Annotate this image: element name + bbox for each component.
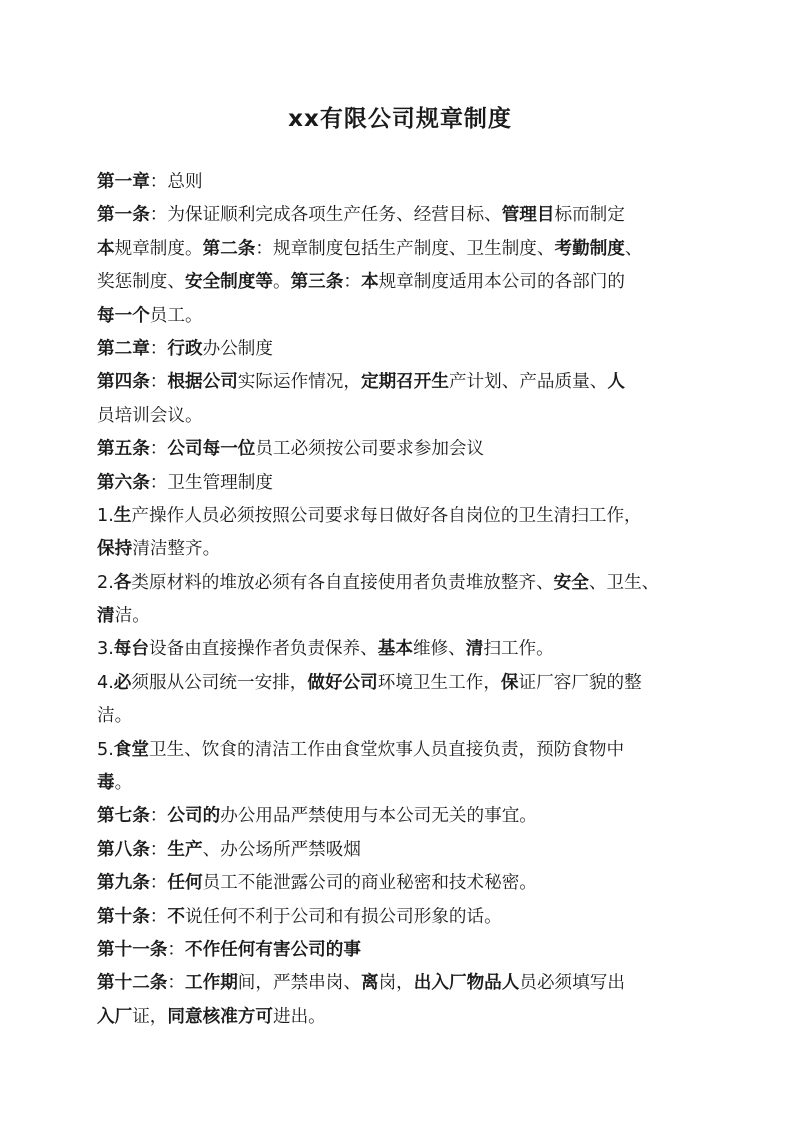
bold-text-run: 定期召开生 [360,372,449,393]
text-line [97,199,709,232]
text-run: 奖惩制度、 [97,272,185,293]
bold-text-run: 生 [113,505,132,526]
text-run: 产计划、产品质量、 [448,372,608,393]
text-line [97,533,709,566]
bold-text-run: 行政 [167,338,203,359]
text-run: 类原材料的堆放必须有各自直接使用者负责堆放整齐、 [131,572,554,593]
bold-text-run: 不作任何有害公司的事 [185,939,361,960]
bold-text-run: 清 [97,606,115,627]
text-run: 洁。 [97,706,133,727]
text-run: ： [167,973,185,994]
text-run: 规章制度。 [114,238,203,259]
text-run: ：总则 [149,172,203,192]
bold-text-run: 清 [465,639,484,660]
document-body [97,166,709,1034]
text-line [97,433,709,466]
bold-text-run: 第五条 [97,439,150,460]
bold-text-run: 考勤制度 [554,238,625,259]
text-line [97,734,709,767]
bold-text-run: 工作期 [185,973,238,994]
text-line [97,233,709,266]
text-run: 1. [97,505,114,526]
bold-text-run: 第七条 [97,806,150,827]
bold-text-run: 第九条 [97,873,150,894]
bold-text-run: 生产 [167,839,203,860]
bold-text-run: 本 [97,238,115,259]
text-line [97,967,709,1000]
text-line [97,366,709,399]
bold-text-run: 做好公司 [307,672,378,693]
bold-text-run: 根据公司 [167,372,238,393]
bold-text-run: 公司的 [167,806,221,827]
text-line [97,300,709,333]
bold-text-run: 任何 [167,873,203,894]
text-run: 规章制度适用本公司的各部门的 [378,272,625,293]
bold-text-run: 各 [113,572,132,593]
text-run: 、办公场所严禁吸烟 [202,839,361,860]
bold-text-run: 必 [113,672,132,693]
text-run: 设备由直接操作者负责保养、 [149,639,378,660]
bold-text-run: 第六条 [97,472,150,493]
text-run: 。 [114,773,133,794]
text-run: ： [149,806,168,827]
bold-text-run: 第十条 [97,906,150,927]
text-run: ：卫生管理制度 [149,472,273,493]
text-run: 洁。 [114,606,150,627]
text-run: 清洁整齐。 [132,539,221,560]
bold-text-run: 毒 [97,773,115,794]
bold-text-run: 安全制度等 [184,272,273,293]
bold-text-run: 食堂 [113,739,149,760]
text-run: ： [149,439,168,460]
text-run: ： [167,939,185,960]
text-run: 员工。 [149,305,203,326]
document-title: xx有限公司规章制度 [288,106,512,132]
bold-text-run: 基本 [377,639,413,660]
text-run: 。 [272,272,291,293]
text-run: 、 [624,238,643,259]
text-run: 维修、 [412,639,466,660]
bold-text-run: 不 [167,906,186,927]
text-line [97,600,709,633]
text-run: 进出。 [272,1006,326,1027]
bold-text-run: 每台 [113,639,149,660]
text-run: ： [343,272,361,293]
text-line [97,467,709,500]
text-run: 员工不能泄露公司的商业秘密和技术秘密。 [202,873,537,894]
bold-text-run: 每一个 [97,305,150,326]
text-line [97,901,709,934]
text-run: 环境卫生工作， [377,672,501,693]
text-line [97,800,709,833]
text-run: 扫工作。 [483,639,554,660]
bold-text-run: 第一条 [97,205,150,226]
bold-text-run: 第二条 [202,238,256,259]
text-run: 2. [97,572,114,593]
bold-text-run: 出入厂物品人 [413,973,520,994]
bold-text-run: 第十一条 [97,939,168,960]
text-run: 办公制度 [202,338,273,359]
text-line [97,667,709,700]
text-line [97,767,709,800]
bold-text-run: 安全 [553,572,589,593]
text-run: ： [149,338,168,359]
bold-text-run: 第一章 [97,172,150,192]
bold-text-run: 管理目 [501,205,555,226]
text-line [97,934,709,967]
text-line [97,1001,709,1034]
text-line [97,834,709,867]
text-line [97,166,709,199]
bold-text-run: 第三条 [290,272,344,293]
text-run: 办公用品严禁使用与本公司无关的事宜。 [220,806,537,827]
text-run: ： [149,839,168,860]
text-run: 间，严禁串岗、 [237,973,361,994]
text-run: ： [149,372,168,393]
text-line [97,500,709,533]
text-run: 、卫生、 [588,572,660,593]
text-line [97,567,709,600]
text-run: 须服从公司统一安排， [131,672,308,693]
text-run: 员工必须按公司要求参加会议 [255,439,485,460]
bold-text-run: 第八条 [97,839,150,860]
text-line [97,700,709,733]
text-run: 产操作人员必须按照公司要求每日做好各自岗位的卫生清扫工作， [131,505,642,526]
bold-text-run: 第十二条 [97,973,168,994]
bold-text-run: 入厂 [97,1006,133,1027]
text-run: 标而制定 [554,205,625,226]
bold-text-run: 第四条 [97,372,150,393]
text-run: 岗， [378,973,414,994]
text-run: 3. [97,639,114,660]
bold-text-run: 第二章 [97,338,150,359]
text-run: 实际运作情况， [237,372,361,393]
text-run: 证厂容厂貌的整 [518,672,642,693]
text-line [97,633,709,666]
text-run: 说任何不利于公司和有损公司形象的话。 [185,906,502,927]
text-run: ： [149,906,168,927]
bold-text-run: 公司每一位 [167,439,256,460]
text-run: 员培训会议。 [97,405,203,426]
text-run: 证， [132,1006,168,1027]
text-run: 4. [97,672,114,693]
bold-text-run: 人 [607,372,625,393]
text-run: ：规章制度包括生产制度、卫生制度、 [255,238,555,259]
bold-text-run: 保持 [97,539,133,560]
bold-text-run: 同意核准方可 [167,1006,273,1027]
bold-text-run: 本 [360,272,379,293]
text-run: ：为保证顺利完成各项生产任务、经营目标、 [149,205,502,226]
bold-text-run: 保 [500,672,519,693]
text-line [97,333,709,366]
text-run: ： [149,873,168,894]
text-line [97,266,709,299]
text-run: 卫生、饮食的清洁工作由食堂炊事人员直接负责，预防食物中 [149,739,625,760]
bold-text-run: 离 [360,973,379,994]
text-run: 员必须填写出 [519,973,625,994]
text-run: 5. [97,739,114,760]
text-line [97,400,709,433]
text-line [97,867,709,900]
